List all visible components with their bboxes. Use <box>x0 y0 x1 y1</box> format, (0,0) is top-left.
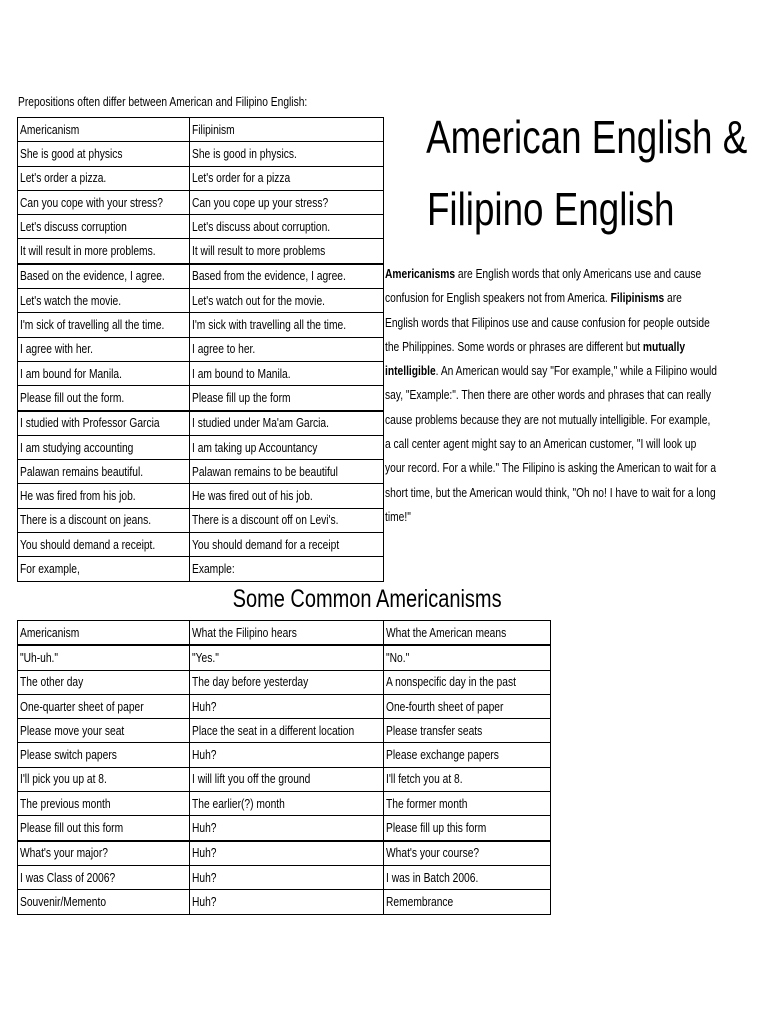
cell-text: Please fill out this form <box>20 821 124 836</box>
table-cell <box>384 719 551 743</box>
table-cell <box>18 264 190 289</box>
cell-text: Filipinism <box>192 122 235 137</box>
table-cell <box>18 166 190 190</box>
cell-text: Americanism <box>20 625 80 640</box>
table-cell <box>190 645 384 670</box>
table-cell <box>18 533 190 557</box>
cell-text: Let's watch the movie. <box>20 293 122 308</box>
table-row <box>18 239 384 264</box>
cell-text: "No." <box>386 650 410 665</box>
cell-text: Based from the evidence, I agree. <box>192 269 346 284</box>
cell-text: The other day <box>20 675 84 690</box>
cell-text: One-fourth sheet of paper <box>386 699 504 714</box>
paragraph-text-3: . An American would say "For example," while a Filipino would say, "Example:". Then there are other words and phrases that can really cause problems because they are not mutually intelligible. For example, a call center agent might say to an American customer, "I will look up your record. For a while." The Filipino is asking the American to wait for a short time, but the American would think, "Oh no! I have to wait for a long time!" <box>385 364 717 524</box>
column-header <box>190 118 384 142</box>
cell-text: She is good in physics. <box>192 146 297 161</box>
cell-text: Let's order for a pizza <box>192 171 291 186</box>
table-cell <box>18 386 190 411</box>
table-cell <box>190 719 384 743</box>
table-cell <box>190 792 384 816</box>
title-line-2: Filipino English <box>427 183 675 235</box>
table-cell <box>18 670 190 694</box>
table-cell <box>18 890 190 914</box>
table-row <box>18 557 384 581</box>
cell-text: I studied with Professor Garcia <box>20 416 160 431</box>
table-row <box>18 484 384 508</box>
cell-text: Let's discuss about corruption. <box>192 219 331 234</box>
table-row <box>18 743 551 767</box>
table-row <box>18 460 384 484</box>
table-cell <box>384 841 551 866</box>
table-cell <box>18 361 190 385</box>
cell-text: What's your course? <box>386 846 480 861</box>
cell-text: I will lift you off the ground <box>192 772 311 787</box>
prepositions-table <box>17 117 384 582</box>
table-cell <box>18 792 190 816</box>
cell-text: Please exchange papers <box>386 748 499 763</box>
table-cell <box>190 190 384 214</box>
cell-text: Please switch papers <box>20 748 117 763</box>
table-cell <box>18 239 190 264</box>
cell-text: Please fill out the form. <box>20 390 125 405</box>
cell-text: The day before yesterday <box>192 675 309 690</box>
table-cell <box>18 289 190 313</box>
table-cell <box>190 215 384 239</box>
table-row <box>18 142 384 166</box>
table-cell <box>18 337 190 361</box>
table-row <box>18 313 384 337</box>
table-cell <box>190 264 384 289</box>
cell-text: It will result in more problems. <box>20 244 156 259</box>
page-title <box>386 111 748 256</box>
table-cell <box>190 313 384 337</box>
cell-text: I am bound for Manila. <box>20 366 122 381</box>
table-cell <box>18 865 190 889</box>
table-cell <box>384 865 551 889</box>
table-cell <box>18 719 190 743</box>
subtitle-text: Some Common Americanisms <box>233 585 502 613</box>
cell-text: Can you cope up your stress? <box>192 195 329 210</box>
table-cell <box>18 460 190 484</box>
table-row <box>18 645 551 670</box>
cell-text: Huh? <box>192 699 217 714</box>
cell-text: He was fired out of his job. <box>192 489 313 504</box>
americanisms-table <box>17 620 551 915</box>
cell-text: One-quarter sheet of paper <box>20 699 144 714</box>
cell-text: Let's watch out for the movie. <box>192 293 326 308</box>
cell-text: I studied under Ma'am Garcia. <box>192 416 329 431</box>
cell-text: A nonspecific day in the past <box>386 675 516 690</box>
term-filipinisms: Filipinisms <box>610 291 665 306</box>
table-cell <box>384 767 551 791</box>
cell-text: Please transfer seats <box>386 723 483 738</box>
table-cell <box>18 694 190 718</box>
table-cell <box>190 484 384 508</box>
table-row <box>18 816 551 841</box>
table-cell <box>384 743 551 767</box>
cell-text: Americanism <box>20 122 80 137</box>
cell-text: Huh? <box>192 870 217 885</box>
table-row <box>18 411 384 436</box>
table-row <box>18 190 384 214</box>
table-cell <box>384 670 551 694</box>
cell-text: "Yes." <box>192 650 219 665</box>
table-row <box>18 767 551 791</box>
table-cell <box>190 890 384 914</box>
cell-text: Huh? <box>192 821 217 836</box>
table-cell <box>18 142 190 166</box>
cell-text: Remembrance <box>386 894 454 909</box>
cell-text: Let's discuss corruption <box>20 219 127 234</box>
table-row <box>18 215 384 239</box>
table-header-row <box>18 118 384 142</box>
table-cell <box>384 816 551 841</box>
cell-text: The former month <box>386 796 468 811</box>
cell-text: Palawan remains to be beautiful <box>192 464 338 479</box>
paragraph-text-2: are English words that Filipinos use and cause confusion for people outside the Philippines. Some words or phrases are different but <box>385 291 710 354</box>
table-row <box>18 865 551 889</box>
table-cell <box>384 694 551 718</box>
table-row <box>18 719 551 743</box>
cell-text: You should demand a receipt. <box>20 537 156 552</box>
table-row <box>18 533 384 557</box>
cell-text: Please fill up this form <box>386 821 487 836</box>
table-row <box>18 264 384 289</box>
cell-text: Can you cope with your stress? <box>20 195 164 210</box>
cell-text: I agree with her. <box>20 342 93 357</box>
cell-text: Please fill up the form <box>192 390 291 405</box>
cell-text: "Uh-uh." <box>20 650 59 665</box>
cell-text: I was Class of 2006? <box>20 870 116 885</box>
prepositions-caption: Prepositions often differ between American and Filipino English: <box>18 95 308 109</box>
table-cell <box>190 337 384 361</box>
term-americanisms: Americanisms <box>385 267 456 281</box>
table-cell <box>190 508 384 532</box>
table-cell <box>190 142 384 166</box>
americanisms-subtitle <box>17 585 718 614</box>
cell-text: I'm sick of travelling all the time. <box>20 318 165 333</box>
table-cell <box>190 816 384 841</box>
table-cell <box>190 411 384 436</box>
column-header <box>384 621 551 646</box>
table-cell <box>18 508 190 532</box>
cell-text: I'll fetch you at 8. <box>386 772 463 787</box>
cell-text: There is a discount off on Levi's. <box>192 513 339 528</box>
table-row <box>18 508 384 532</box>
table-cell <box>190 557 384 581</box>
table-cell <box>18 645 190 670</box>
table-cell <box>18 767 190 791</box>
cell-text: She is good at physics <box>20 146 123 161</box>
table-cell <box>190 386 384 411</box>
table-row <box>18 166 384 190</box>
cell-text: I'm sick with travelling all the time. <box>192 318 347 333</box>
cell-text: Huh? <box>192 894 217 909</box>
table-row <box>18 792 551 816</box>
column-header <box>18 118 190 142</box>
table-row <box>18 670 551 694</box>
table-cell <box>190 289 384 313</box>
table-row <box>18 435 384 459</box>
table-header-row <box>18 621 551 646</box>
table-cell <box>190 841 384 866</box>
paragraph-text-1: are English words that only Americans use and cause confusion for English speakers not from America. <box>385 267 702 306</box>
cell-text: Place the seat in a different location <box>192 723 355 738</box>
table-cell <box>190 743 384 767</box>
term-mutually-intelligible: mutually intelligible <box>385 339 686 379</box>
intro-paragraph <box>385 262 717 529</box>
table-cell <box>18 484 190 508</box>
cell-text: For example, <box>20 561 80 576</box>
cell-text: Huh? <box>192 748 217 763</box>
table-cell <box>384 792 551 816</box>
table-cell <box>190 694 384 718</box>
cell-text: I was in Batch 2006. <box>386 870 479 885</box>
table-row <box>18 289 384 313</box>
table-cell <box>18 816 190 841</box>
table-cell <box>384 645 551 670</box>
table-cell <box>18 215 190 239</box>
table-cell <box>190 767 384 791</box>
cell-text: What the American means <box>386 625 507 640</box>
column-header <box>190 621 384 646</box>
table-row <box>18 386 384 411</box>
table-cell <box>190 670 384 694</box>
table-cell <box>190 460 384 484</box>
cell-text: He was fired from his job. <box>20 489 136 504</box>
table-cell <box>18 435 190 459</box>
cell-text: Palawan remains beautiful. <box>20 464 144 479</box>
cell-text: There is a discount on jeans. <box>20 513 152 528</box>
table-cell <box>190 865 384 889</box>
column-header <box>18 621 190 646</box>
cell-text: The previous month <box>20 796 111 811</box>
cell-text: What the Filipino hears <box>192 625 297 640</box>
cell-text: It will result to more problems <box>192 244 326 259</box>
title-line-1: American English & <box>426 111 748 163</box>
table-row <box>18 361 384 385</box>
cell-text: Souvenir/Memento <box>20 894 107 909</box>
table-cell <box>190 435 384 459</box>
table-cell <box>18 841 190 866</box>
table-cell <box>190 533 384 557</box>
cell-text: Based on the evidence, I agree. <box>20 269 165 284</box>
table-row <box>18 337 384 361</box>
cell-text: I am bound to Manila. <box>192 366 291 381</box>
cell-text: What's your major? <box>20 846 108 861</box>
table-cell <box>190 239 384 264</box>
cell-text: Let's order a pizza. <box>20 171 107 186</box>
cell-text: You should demand for a receipt <box>192 537 340 552</box>
cell-text: Please move your seat <box>20 723 125 738</box>
cell-text: Huh? <box>192 846 217 861</box>
table-cell <box>190 361 384 385</box>
table-cell <box>18 411 190 436</box>
cell-text: The earlier(?) month <box>192 796 285 811</box>
cell-text: I agree to her. <box>192 342 256 357</box>
table-cell <box>190 166 384 190</box>
table-cell <box>18 190 190 214</box>
table-cell <box>18 743 190 767</box>
cell-text: I am taking up Accountancy <box>192 440 318 455</box>
table-cell <box>18 313 190 337</box>
table-cell <box>384 890 551 914</box>
cell-text: Example: <box>192 561 235 576</box>
cell-text: I'll pick you up at 8. <box>20 772 107 787</box>
table-row <box>18 841 551 866</box>
table-cell <box>18 557 190 581</box>
table-row <box>18 890 551 914</box>
table-row <box>18 694 551 718</box>
cell-text: I am studying accounting <box>20 440 134 455</box>
